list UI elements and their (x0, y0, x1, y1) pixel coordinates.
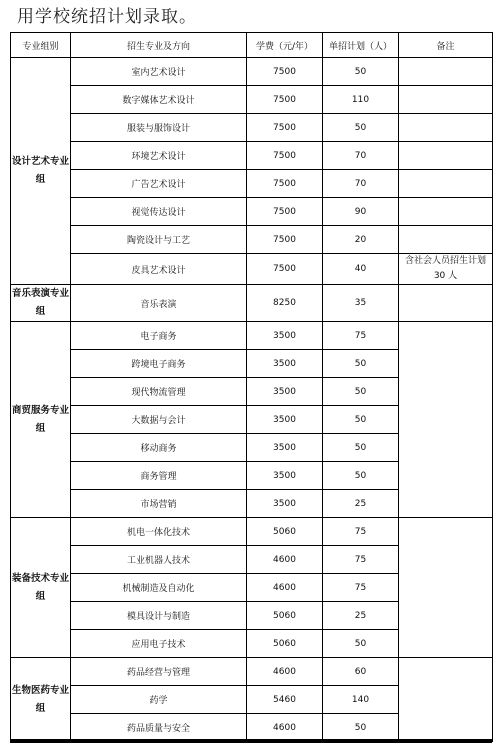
note-cell (399, 518, 493, 658)
fee-cell: 5060 (247, 602, 323, 630)
major-cell: 商务管理 (71, 462, 247, 490)
table-row (11, 285, 493, 322)
major-cell: 服装与服饰设计 (71, 114, 247, 142)
major-cell: 机械制造及自动化 (71, 574, 247, 602)
plan-cell: 60 (323, 658, 399, 686)
fee-cell: 3500 (247, 322, 323, 350)
plan-cell: 75 (323, 322, 399, 350)
major-cell: 环境艺术设计 (71, 142, 247, 170)
table-row (11, 142, 493, 170)
plan-cell: 40 (323, 254, 399, 285)
plan-cell: 20 (323, 226, 399, 254)
note-cell (399, 285, 493, 322)
fee-cell: 4600 (247, 714, 323, 742)
bottom-edge (10, 739, 492, 743)
major-cell: 模具设计与制造 (71, 602, 247, 630)
fee-cell: 3500 (247, 350, 323, 378)
group-name-cell: 商贸服务专业组 (11, 322, 71, 518)
admission-plan-table (10, 32, 493, 742)
major-cell: 市场营销 (71, 490, 247, 518)
major-cell: 机电一体化技术 (71, 518, 247, 546)
major-cell: 音乐表演 (71, 285, 247, 322)
plan-cell: 50 (323, 462, 399, 490)
group-name-cell: 装备技术专业组 (11, 518, 71, 658)
fee-cell: 7500 (247, 142, 323, 170)
table-row (11, 518, 493, 546)
plan-cell: 50 (323, 630, 399, 658)
note-cell: 含社会人员招生计划 30 人 (399, 254, 493, 285)
plan-cell: 50 (323, 378, 399, 406)
group-name-cell: 设计艺术专业组 (11, 58, 71, 285)
major-cell: 皮具艺术设计 (71, 254, 247, 285)
fee-cell: 5460 (247, 686, 323, 714)
note-cell (399, 198, 493, 226)
plan-cell: 35 (323, 285, 399, 322)
fee-cell: 3500 (247, 378, 323, 406)
fee-cell: 7500 (247, 170, 323, 198)
note-cell (399, 322, 493, 518)
major-cell: 广告艺术设计 (71, 170, 247, 198)
plan-cell: 110 (323, 86, 399, 114)
plan-cell: 75 (323, 546, 399, 574)
major-cell: 应用电子技术 (71, 630, 247, 658)
header-major: 招生专业及方向 (71, 33, 247, 58)
fee-cell: 4600 (247, 546, 323, 574)
table-header-row (11, 33, 493, 58)
table-row (11, 254, 493, 285)
plan-cell: 25 (323, 490, 399, 518)
plan-cell: 50 (323, 114, 399, 142)
major-cell: 室内艺术设计 (71, 58, 247, 86)
major-cell: 跨境电子商务 (71, 350, 247, 378)
note-cell (399, 226, 493, 254)
fee-cell: 4600 (247, 574, 323, 602)
table-row (11, 170, 493, 198)
fee-cell: 8250 (247, 285, 323, 322)
header-fee: 学费（元/年） (247, 33, 323, 58)
plan-cell: 50 (323, 350, 399, 378)
fee-cell: 7500 (247, 198, 323, 226)
major-cell: 药学 (71, 686, 247, 714)
group-name-cell: 生物医药专业组 (11, 658, 71, 742)
fee-cell: 3500 (247, 462, 323, 490)
plan-cell: 140 (323, 686, 399, 714)
table-row (11, 198, 493, 226)
fee-cell: 7500 (247, 58, 323, 86)
table-row (11, 58, 493, 86)
table-body (11, 58, 493, 742)
table-row (11, 658, 493, 686)
fee-cell: 3500 (247, 434, 323, 462)
plan-cell: 25 (323, 602, 399, 630)
group-name-cell: 音乐表演专业组 (11, 285, 71, 322)
fee-cell: 4600 (247, 658, 323, 686)
plan-cell: 75 (323, 518, 399, 546)
note-cell (399, 86, 493, 114)
note-cell (399, 658, 493, 742)
plan-cell: 90 (323, 198, 399, 226)
major-cell: 数字媒体艺术设计 (71, 86, 247, 114)
fee-cell: 3500 (247, 406, 323, 434)
note-cell (399, 170, 493, 198)
note-cell (399, 58, 493, 86)
major-cell: 陶瓷设计与工艺 (71, 226, 247, 254)
fee-cell: 5060 (247, 518, 323, 546)
plan-cell: 70 (323, 170, 399, 198)
table-row (11, 322, 493, 350)
plan-cell: 50 (323, 406, 399, 434)
header-note: 备注 (399, 33, 493, 58)
major-cell: 大数据与会计 (71, 406, 247, 434)
note-cell (399, 142, 493, 170)
major-cell: 视觉传达设计 (71, 198, 247, 226)
major-cell: 现代物流管理 (71, 378, 247, 406)
table-row (11, 226, 493, 254)
fee-cell: 7500 (247, 86, 323, 114)
fee-cell: 7500 (247, 254, 323, 285)
major-cell: 药品质量与安全 (71, 714, 247, 742)
fee-cell: 7500 (247, 226, 323, 254)
table-row (11, 114, 493, 142)
major-cell: 药品经营与管理 (71, 658, 247, 686)
header-group: 专业组别 (11, 33, 71, 58)
plan-cell: 75 (323, 574, 399, 602)
header-plan: 单招计划（人） (323, 33, 399, 58)
fee-cell: 5060 (247, 630, 323, 658)
plan-cell: 50 (323, 714, 399, 742)
major-cell: 工业机器人技术 (71, 546, 247, 574)
major-cell: 移动商务 (71, 434, 247, 462)
plan-cell: 70 (323, 142, 399, 170)
fee-cell: 3500 (247, 490, 323, 518)
major-cell: 电子商务 (71, 322, 247, 350)
plan-cell: 50 (323, 58, 399, 86)
plan-cell: 50 (323, 434, 399, 462)
note-cell (399, 114, 493, 142)
page-heading: 用学校统招计划录取。 (17, 7, 197, 27)
table-row (11, 86, 493, 114)
fee-cell: 7500 (247, 114, 323, 142)
